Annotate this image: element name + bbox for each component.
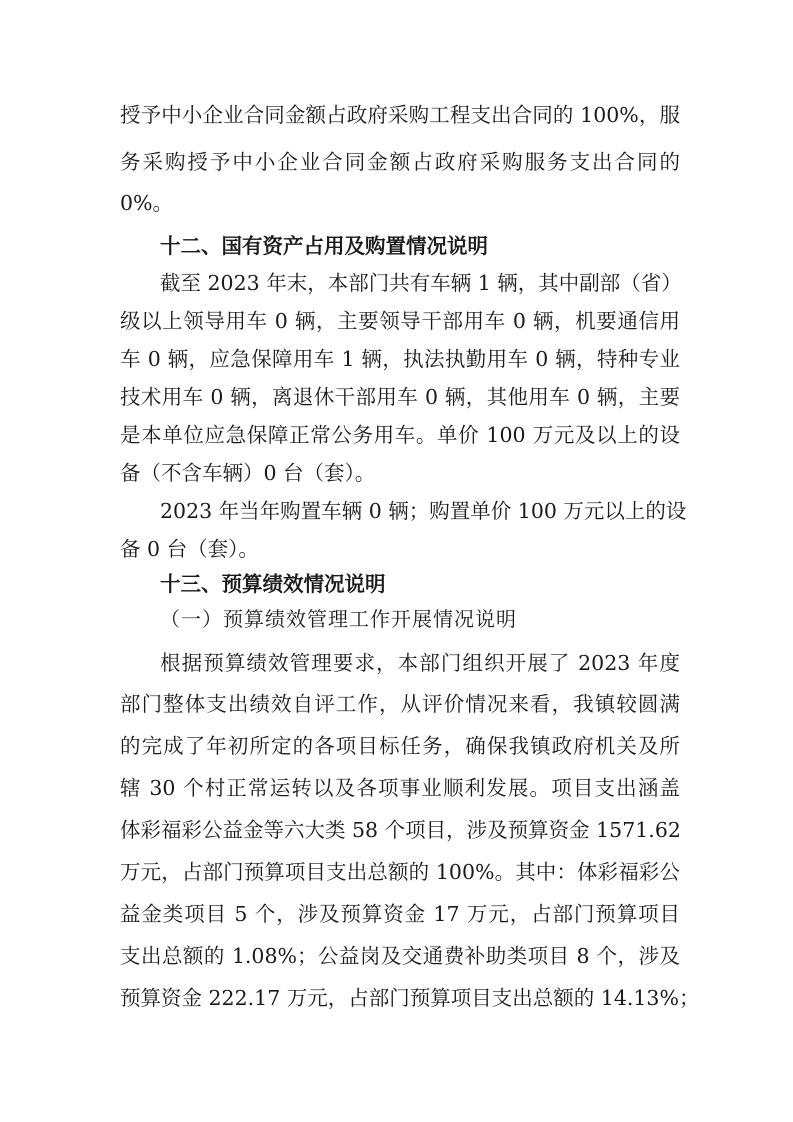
paragraph-line: 益金类项目 5 个，涉及预算资金 17 万元，占部门预算项目 (120, 902, 680, 926)
paragraph-line: 部门整体支出绩效自评工作，从评价情况来看，我镇较圆满 (120, 692, 680, 716)
paragraph-line: 万元，占部门预算项目支出总额的 100%。其中：体彩福彩公 (120, 860, 680, 884)
paragraph-line: 根据预算绩效管理要求，本部门组织开展了 2023 年度 (160, 651, 680, 675)
section-heading-13: 十三、预算绩效情况说明 (160, 572, 386, 596)
section-heading-12: 十二、国有资产占用及购置情况说明 (160, 234, 488, 258)
paragraph-line: 支出总额的 1.08%；公益岗及交通费补助类项目 8 个，涉及 (120, 944, 680, 968)
paragraph-line: 备（不含车辆）0 台（套）。 (120, 461, 376, 485)
paragraph-line: 是本单位应急保障正常公务用车。单价 100 万元及以上的设 (120, 423, 680, 447)
paragraph-line: 车 0 辆，应急保障用车 1 辆，执法执勤用车 0 辆，特种专业 (120, 347, 680, 371)
paragraph-line: 务采购授予中小企业合同金额占政府采购服务支出合同的 (120, 150, 680, 174)
paragraph-line: 0%。 (120, 191, 174, 215)
paragraph-line: 预算资金 222.17 万元，占部门预算项目支出总额的 14.13%； (120, 986, 700, 1010)
paragraph-line: 的完成了年初所定的各项目标任务，确保我镇政府机关及所 (120, 734, 680, 758)
paragraph-line: 级以上领导用车 0 辆，主要领导干部用车 0 辆，机要通信用 (120, 309, 680, 333)
subsection-heading: （一）预算绩效管理工作开展情况说明 (160, 607, 517, 631)
paragraph-line: 2023 年当年购置车辆 0 辆；购置单价 100 万元以上的设 (160, 499, 687, 523)
paragraph-line: 授予中小企业合同金额占政府采购工程支出合同的 100%，服 (120, 103, 680, 127)
paragraph-line: 截至 2023 年末，本部门共有车辆 1 辆，其中副部（省） (160, 271, 682, 295)
paragraph-line: 备 0 台（套）。 (120, 537, 259, 561)
paragraph-line: 辖 30 个村正常运转以及各项事业顺利发展。项目支出涵盖 (120, 776, 680, 800)
paragraph-line: 技术用车 0 辆，离退休干部用车 0 辆，其他用车 0 辆，主要 (120, 385, 680, 409)
paragraph-line: 体彩福彩公益金等六大类 58 个项目，涉及预算资金 1571.62 (120, 818, 681, 842)
